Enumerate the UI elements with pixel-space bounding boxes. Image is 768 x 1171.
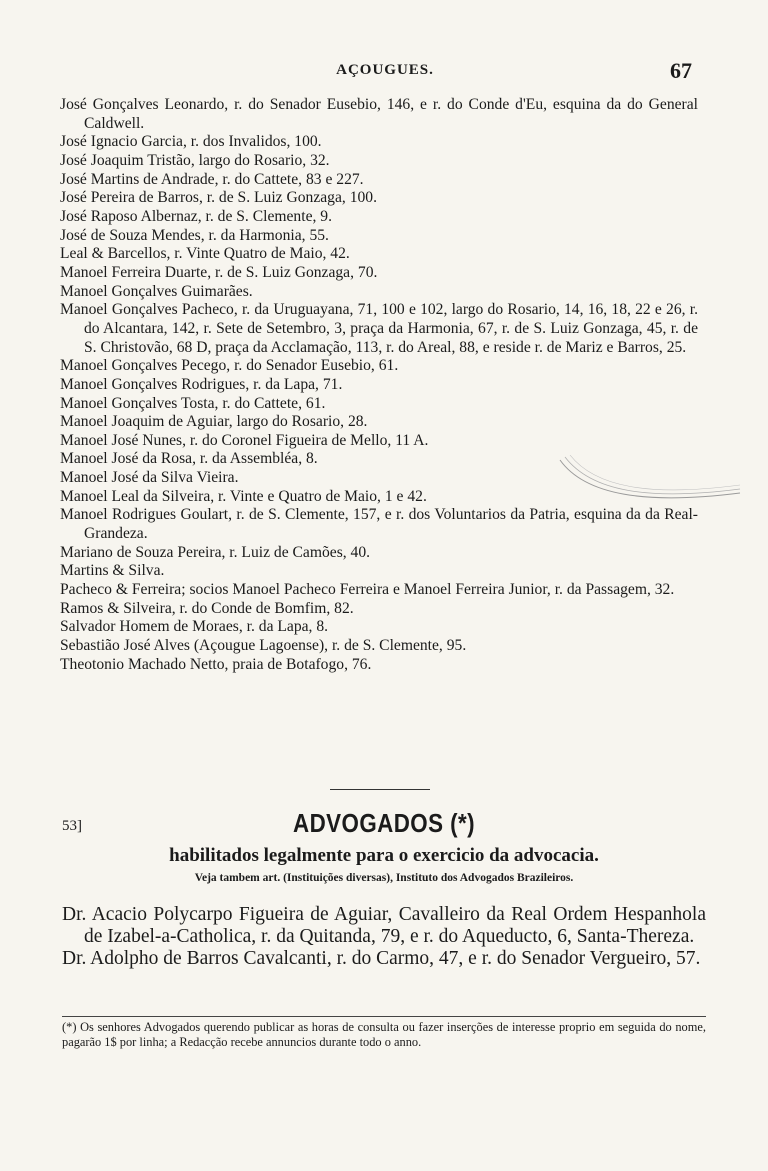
list-item: Manoel Gonçalves Tosta, r. do Cattete, 61. (60, 394, 326, 412)
list-item: Manoel Gonçalves Rodrigues, r. da Lapa, 71. (60, 375, 343, 393)
list-item: Manoel Rodrigues Goulart, r. de S. Clemente, 157, e r. dos Voluntarios da Patria, esquina da da Real-Grandeza. (60, 506, 698, 543)
list-item: Sebastião José Alves (Açougue Lagoense), r. de S. Clemente, 95. (60, 637, 467, 655)
list-item: José Ignacio Garcia, r. dos Invalidos, 100. (60, 133, 322, 151)
footnote-divider (62, 1016, 706, 1017)
list-item: Manoel Gonçalves Pacheco, r. da Uruguayana, 71, 100 e 102, largo do Rosario, 14, 16, 18, 22 e 26, r. do Alcantara, 142, r. Sete de Setembro, 3, praça da Harmonia, 67, r. de S. Luiz Gonzaga, 45, r. de S. Christovão, 68 D, praça da Acclamação, 113, r. do Areal, 88, e reside r. de Mariz e Barros, 25. (60, 301, 698, 356)
advogados-list (62, 904, 706, 970)
section-number: 53] (62, 818, 82, 834)
list-item: Manoel José da Rosa, r. da Assembléa, 8. (60, 450, 318, 468)
section-note: Veja tambem art. (Instituições diversas), Instituto dos Advogados Brazileiros. (194, 872, 574, 884)
list-item: Leal & Barcellos, r. Vinte Quatro de Maio, 42. (60, 245, 350, 263)
list-item: Manoel Gonçalves Guimarães. (60, 282, 253, 300)
list-item: José Joaquim Tristão, largo do Rosario, 32. (60, 151, 330, 169)
list-item: Dr. Adolpho de Barros Cavalcanti, r. do Carmo, 47, e r. do Senador Vergueiro, 57. (62, 948, 701, 969)
list-item: Manoel José Nunes, r. do Coronel Figueira de Mello, 11 A. (60, 431, 429, 449)
list-item: Mariano de Souza Pereira, r. Luiz de Camões, 40. (60, 543, 371, 561)
list-item: Pacheco & Ferreira; socios Manoel Pacheco Ferreira e Manoel Ferreira Junior, r. da Passagem, 32. (60, 581, 675, 599)
list-item: Salvador Homem de Moraes, r. da Lapa, 8. (60, 618, 329, 636)
section-divider (330, 789, 430, 790)
section-subtitle: habilitados legalmente para o exercicio da advocacia. (169, 845, 599, 866)
list-item: Manoel Ferreira Duarte, r. de S. Luiz Gonzaga, 70. (60, 263, 378, 281)
list-item: Dr. Acacio Polycarpo Figueira de Aguiar, Cavalleiro da Real Ordem Hespanhola de Izabel-a-Catholica, r. da Quitanda, 79, e r. do Aqueducto, 6, Santa-Thereza. (62, 904, 706, 947)
page-number: 67 (670, 58, 692, 83)
running-title: AÇOUGUES. (336, 62, 434, 78)
list-item: José de Souza Mendes, r. da Harmonia, 55. (60, 226, 329, 244)
list-item: Manoel Joaquim de Aguiar, largo do Rosario, 28. (60, 413, 368, 431)
list-item: José Gonçalves Leonardo, r. do Senador Eusebio, 146, e r. do Conde d'Eu, esquina da do General Caldwell. (60, 96, 698, 132)
list-item: Manoel Leal da Silveira, r. Vinte e Quatro de Maio, 1 e 42. (60, 487, 427, 505)
list-item: Manoel José da Silva Vieira. (60, 469, 239, 487)
list-item: José Martins de Andrade, r. do Cattete, 83 e 227. (60, 170, 364, 188)
list-item: José Pereira de Barros, r. de S. Luiz Gonzaga, 100. (60, 189, 377, 207)
page-header (60, 58, 710, 92)
list-item: Manoel Gonçalves Pecego, r. do Senador Eusebio, 61. (60, 357, 399, 375)
list-item: Theotonio Machado Netto, praia de Botafogo, 76. (60, 655, 372, 673)
list-item: Martins & Silva. (60, 562, 165, 580)
footnote: (*) Os senhores Advogados querendo publicar as horas de consulta ou fazer inserções de interesse proprio em seguida do nome, pagarão 1$ por linha; a Redacção recebe annuncios durante todo o anno. (62, 1020, 706, 1049)
list-item: José Raposo Albernaz, r. de S. Clemente, 9. (60, 207, 332, 225)
list-item: Ramos & Silveira, r. do Conde de Bomfim, 82. (60, 599, 354, 617)
acougues-list (60, 96, 698, 674)
section-title: ADVOGADOS (*) (293, 808, 475, 838)
